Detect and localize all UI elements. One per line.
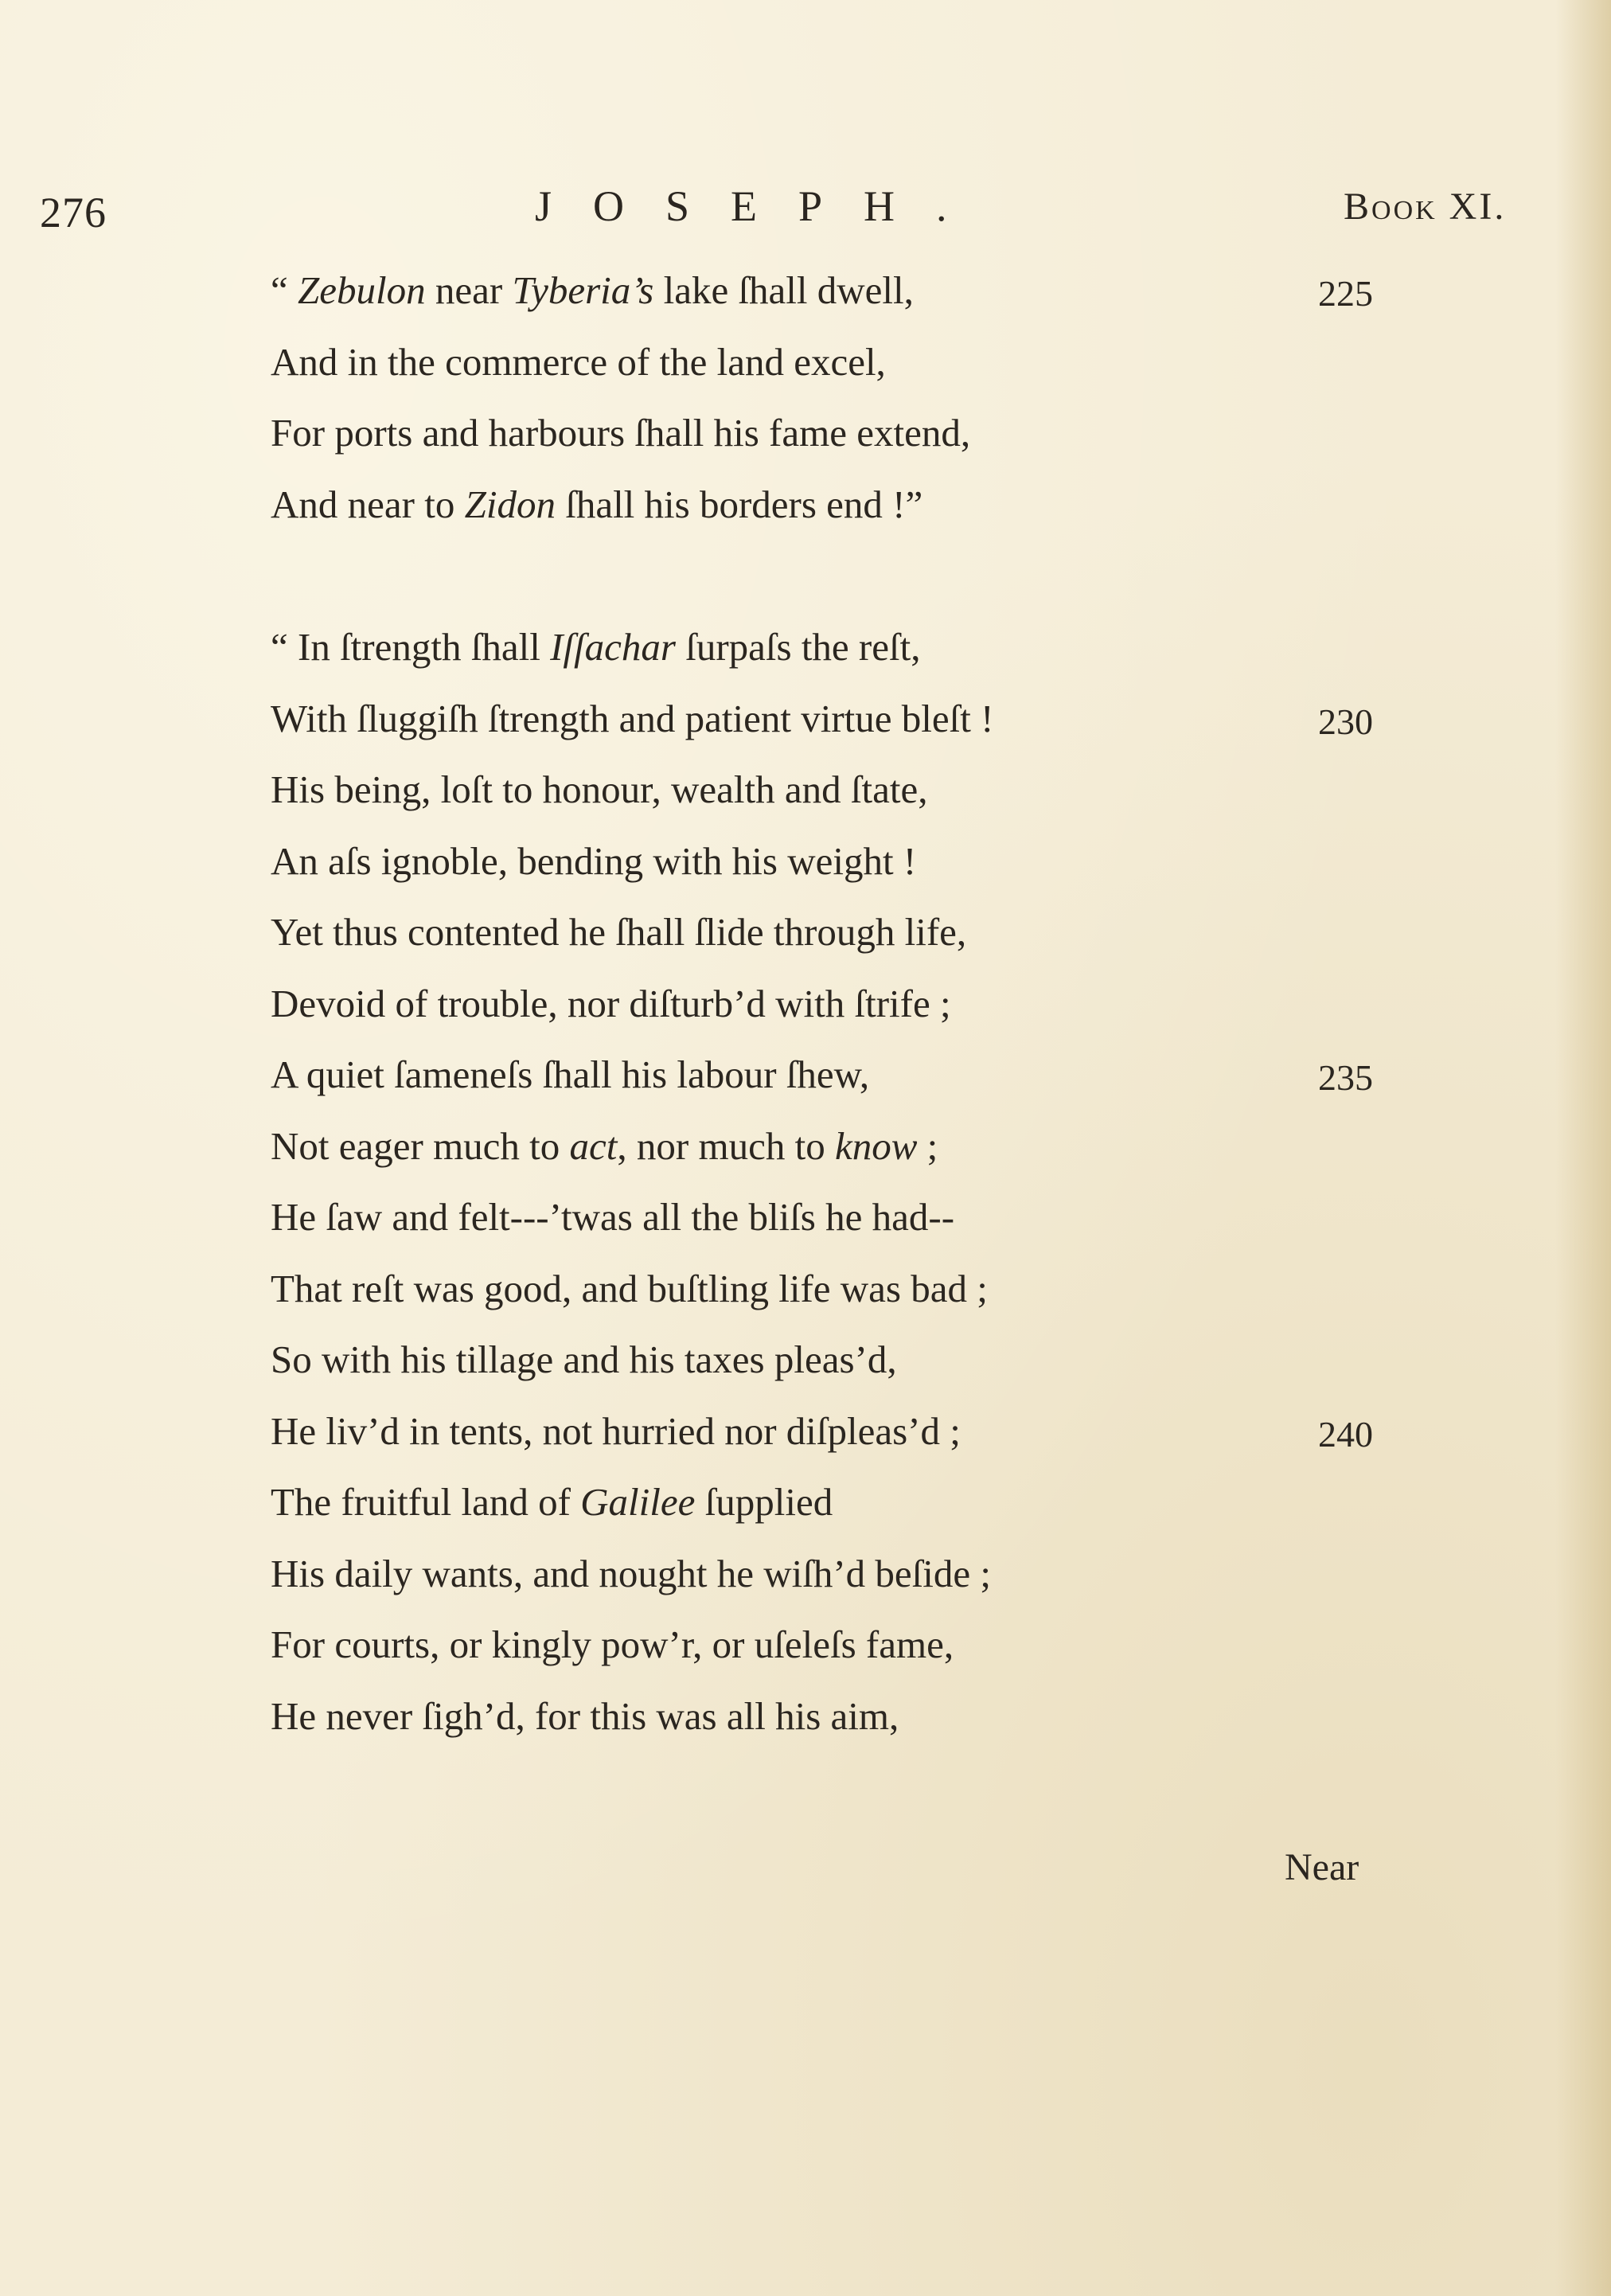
line-segment: Not eager much to <box>271 1123 570 1168</box>
poem-line-text <box>271 1552 991 1595</box>
poem-line <box>271 611 1544 683</box>
poem-line-text <box>271 1195 954 1239</box>
catchword: Near <box>1285 1846 1359 1888</box>
line-segment: He ſaw and felt---’twas all the bliſs he had-- <box>271 1195 955 1239</box>
poem-line-text <box>271 340 886 384</box>
line-segment: “ In ſtrength ſhall <box>271 625 551 669</box>
line-number: 230 <box>1318 701 1373 742</box>
line-segment: His being, loſt to honour, wealth and ſtate, <box>271 767 928 811</box>
italic-name: know <box>834 1123 918 1168</box>
italic-name: act <box>569 1123 618 1168</box>
poem-line-text <box>271 411 970 455</box>
poem-line <box>271 1324 1544 1396</box>
italic-name: Zidon <box>464 482 556 526</box>
poem-line-text <box>271 1337 897 1381</box>
poem-line <box>271 1466 1544 1538</box>
italic-name: Tyberia’s <box>512 268 654 312</box>
line-segment: The fruitful land of <box>271 1480 581 1524</box>
line-segment: Devoid of trouble, nor diſturb’d with ſtrife ; <box>271 981 951 1025</box>
italic-name: Iſſachar <box>550 625 676 669</box>
line-segment: ſupplied <box>695 1480 833 1524</box>
poem-line-text <box>271 1409 961 1453</box>
line-segment: So with his tillage and his taxes pleas’d, <box>271 1337 897 1381</box>
poem-line <box>271 1039 1544 1111</box>
poem-line <box>271 326 1544 398</box>
poem-line <box>271 1396 1544 1467</box>
line-number: 235 <box>1318 1057 1373 1098</box>
poem-line <box>271 1538 1544 1610</box>
poem-line-text <box>271 1480 833 1524</box>
page-number: 276 <box>40 189 107 236</box>
poem-line <box>271 683 1544 755</box>
poem-line-text <box>271 1124 938 1168</box>
line-segment: He never ſigh’d, for this was all his aim, <box>271 1693 899 1738</box>
poem-line <box>271 1609 1544 1681</box>
line-segment: For courts, or kingly pow’r, or uſeleſs fame, <box>271 1622 954 1666</box>
poem-line <box>271 754 1544 826</box>
poem-line <box>271 397 1544 469</box>
line-segment: near <box>425 268 513 312</box>
poem-line-text <box>271 1267 988 1310</box>
poem-line-text <box>271 910 966 954</box>
italic-name: Galilee <box>580 1480 696 1524</box>
line-number: 240 <box>1318 1413 1373 1455</box>
page-edge-shading <box>1555 0 1611 2296</box>
running-title: JOSEPH. <box>535 182 989 230</box>
poem-line <box>271 826 1544 897</box>
poem-body <box>271 255 1544 1751</box>
line-number: 225 <box>1318 273 1373 314</box>
line-segment: With ſluggiſh ſtrength and patient virtue bleſt ! <box>271 696 994 740</box>
poem-line-text <box>271 1052 869 1096</box>
poem-line <box>271 1181 1544 1253</box>
line-segment: And in the commerce of the land excel, <box>271 339 886 384</box>
poem-line <box>271 968 1544 1040</box>
poem-line <box>271 1111 1544 1182</box>
line-segment: His daily wants, and nought he wiſh’d beſide ; <box>271 1551 991 1595</box>
poem-line <box>271 255 1544 326</box>
poem-line-text <box>271 625 920 669</box>
poem-line-text <box>271 982 951 1025</box>
line-segment: Yet thus contented he ſhall ſlide through life, <box>271 910 967 954</box>
book-label: Book XI. <box>1344 185 1507 228</box>
line-segment: , nor much to <box>617 1123 835 1168</box>
line-segment: A quiet ſameneſs ſhall his labour ſhew, <box>271 1052 870 1096</box>
poem-line <box>271 1253 1544 1325</box>
poem-line-text <box>271 839 916 883</box>
poem-line <box>271 469 1544 541</box>
line-segment: That reſt was good, and buſtling life was bad ; <box>271 1266 988 1310</box>
line-segment: An aſs ignoble, bending with his weight ! <box>271 838 917 883</box>
line-segment: ſurpaſs the reſt, <box>675 625 921 669</box>
line-segment: He liv’d in tents, not hurried nor diſpleas’d ; <box>271 1408 961 1453</box>
line-segment: And near to <box>271 482 465 526</box>
line-segment: lake ſhall dwell, <box>653 268 914 312</box>
line-segment: “ <box>271 268 298 312</box>
poem-line-text <box>271 697 993 740</box>
poem-line <box>271 1681 1544 1752</box>
poem-line-text <box>271 482 923 526</box>
poem-line-text <box>271 767 927 811</box>
stanza-break <box>271 540 1544 611</box>
poem-line-text <box>271 268 914 312</box>
line-segment: ſhall his borders end !” <box>555 482 923 526</box>
line-segment: For ports and harbours ſhall his fame extend, <box>271 411 971 455</box>
poem-line <box>271 896 1544 968</box>
italic-name: Zebulon <box>298 268 426 312</box>
line-segment: ; <box>917 1123 938 1168</box>
poem-line-text <box>271 1694 899 1738</box>
poem-line-text <box>271 1622 954 1666</box>
